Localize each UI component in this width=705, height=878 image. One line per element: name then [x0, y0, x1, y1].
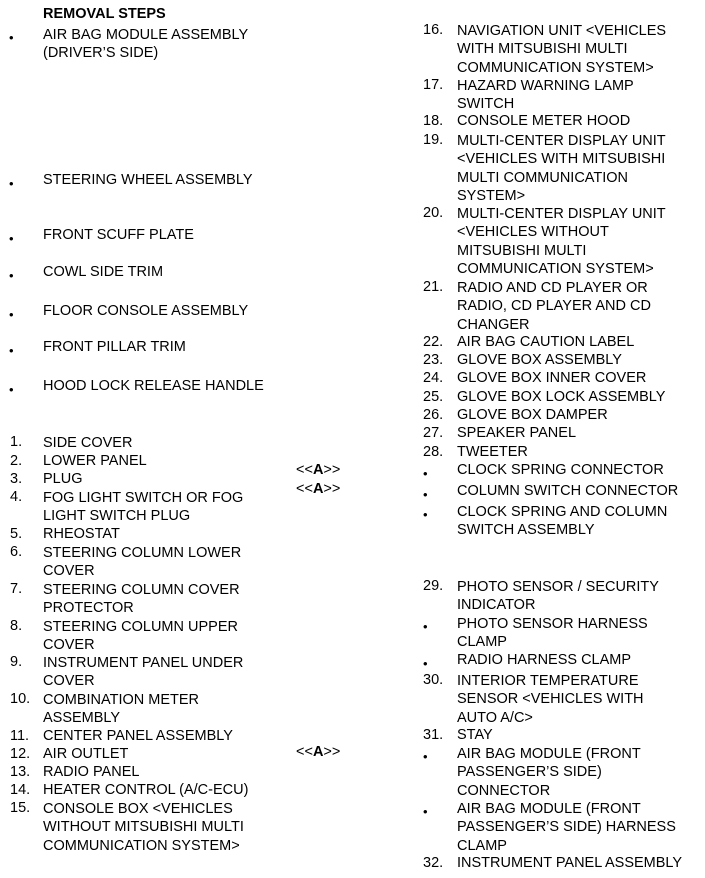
list-item: CONSOLE BOX <VEHICLES WITHOUT MITSUBISHI MULTI COMMUNICATION SYSTEM> [43, 801, 244, 854]
bullet-marker: • [423, 487, 428, 502]
list-item: PHOTO SENSOR HARNESS CLAMP [457, 616, 648, 651]
list-item: GLOVE BOX LOCK ASSEMBLY [457, 389, 666, 405]
item-number: 24. [423, 370, 444, 386]
list-item: CENTER PANEL ASSEMBLY [43, 728, 233, 744]
list-item: RADIO AND CD PLAYER OR RADIO, CD PLAYER AND CD CHANGER [457, 280, 651, 333]
item-number: 30. [423, 672, 444, 688]
item-number: 4. [10, 489, 23, 505]
list-item: STEERING COLUMN UPPER COVER [43, 619, 238, 654]
list-item: COLUMN SWITCH CONNECTOR [457, 483, 679, 499]
list-item: STEERING COLUMN COVER PROTECTOR [43, 582, 240, 617]
list-item: FRONT SCUFF PLATE [43, 227, 194, 243]
list-item: SIDE COVER [43, 435, 133, 451]
bullet-marker: • [423, 749, 428, 764]
item-number: 15. [10, 800, 31, 816]
list-item: AIR OUTLET [43, 746, 129, 762]
list-item: INSTRUMENT PANEL ASSEMBLY [457, 855, 683, 871]
list-item: MULTI-CENTER DISPLAY UNIT <VEHICLES WITHOUT MITSUBISHI MULTI COMMUNICATION SYSTEM> [457, 206, 666, 277]
bullet-marker: • [9, 307, 14, 322]
list-item: RADIO HARNESS CLAMP [457, 652, 632, 668]
list-item: GLOVE BOX DAMPER [457, 407, 608, 423]
list-item: COWL SIDE TRIM [43, 264, 164, 280]
item-number: 28. [423, 444, 444, 460]
item-number: 11. [10, 728, 30, 744]
list-item: FLOOR CONSOLE ASSEMBLY [43, 303, 249, 319]
item-number: 25. [423, 389, 444, 405]
bullet-marker: • [9, 343, 14, 358]
item-number: 23. [423, 352, 444, 368]
list-item: AIR BAG MODULE (FRONT PASSENGER’S SIDE) HARNESS CLAMP [457, 801, 676, 854]
list-item: STAY [457, 727, 493, 743]
list-item: LOWER PANEL [43, 453, 147, 469]
item-number: 2. [10, 453, 23, 469]
item-number: 3. [10, 471, 23, 487]
item-number: 10. [10, 691, 31, 707]
item-number: 5. [10, 526, 23, 542]
list-item: GLOVE BOX INNER COVER [457, 370, 647, 386]
item-number: 29. [423, 578, 444, 594]
bullet-marker: • [423, 804, 428, 819]
item-number: 26. [423, 407, 444, 423]
item-number: 19. [423, 132, 444, 148]
list-item: CONSOLE METER HOOD [457, 113, 631, 129]
reference-mark: <<A>> [296, 462, 341, 478]
list-item: INSTRUMENT PANEL UNDER COVER [43, 655, 244, 690]
item-number: 8. [10, 618, 23, 634]
bullet-marker: • [9, 268, 14, 283]
list-item: INTERIOR TEMPERATURE SENSOR <VEHICLES WITH AUTO A/C> [457, 673, 644, 726]
list-item: STEERING WHEEL ASSEMBLY [43, 172, 253, 188]
list-item: PHOTO SENSOR / SECURITY INDICATOR [457, 579, 659, 614]
bullet-marker: • [9, 231, 14, 246]
item-number: 14. [10, 782, 31, 798]
item-number: 31. [423, 727, 444, 743]
item-number: 18. [423, 113, 444, 129]
list-item: AIR BAG MODULE (FRONT PASSENGER’S SIDE) CONNECTOR [457, 746, 641, 799]
bullet-marker: • [9, 176, 14, 191]
list-item: RHEOSTAT [43, 526, 120, 542]
item-number: 20. [423, 205, 444, 221]
list-item: HEATER CONTROL (A/C-ECU) [43, 782, 249, 798]
list-item: GLOVE BOX ASSEMBLY [457, 352, 622, 368]
item-number: 21. [423, 279, 444, 295]
item-number: 13. [10, 764, 31, 780]
reference-mark: <<A>> [296, 744, 341, 760]
list-item: TWEETER [457, 444, 528, 460]
list-item: RADIO PANEL [43, 764, 140, 780]
item-number: 17. [423, 77, 444, 93]
list-item: COMBINATION METER ASSEMBLY [43, 692, 200, 727]
item-number: 6. [10, 544, 23, 560]
list-item: AIR BAG MODULE ASSEMBLY (DRIVER’S SIDE) [43, 27, 249, 62]
list-item: PLUG [43, 471, 83, 487]
bullet-marker: • [423, 507, 428, 522]
list-item: MULTI-CENTER DISPLAY UNIT <VEHICLES WITH MITSUBISHI MULTI COMMUNICATION SYSTEM> [457, 133, 666, 204]
reference-mark: <<A>> [296, 481, 341, 497]
list-item: HAZARD WARNING LAMP SWITCH [457, 78, 634, 113]
list-item: AIR BAG CAUTION LABEL [457, 334, 635, 350]
list-item: FRONT PILLAR TRIM [43, 339, 186, 355]
section-heading: REMOVAL STEPS [43, 6, 166, 22]
item-number: 12. [10, 746, 31, 762]
list-item: STEERING COLUMN LOWER COVER [43, 545, 242, 580]
item-number: 16. [423, 22, 444, 38]
list-item: CLOCK SPRING CONNECTOR [457, 462, 664, 478]
item-number: 27. [423, 425, 444, 441]
item-number: 32. [423, 855, 444, 871]
item-number: 1. [10, 434, 23, 450]
item-number: 9. [10, 654, 23, 670]
list-item: FOG LIGHT SWITCH OR FOG LIGHT SWITCH PLUG [43, 490, 244, 525]
item-number: 22. [423, 334, 444, 350]
item-number: 7. [10, 581, 23, 597]
bullet-marker: • [423, 656, 428, 671]
list-item: CLOCK SPRING AND COLUMN SWITCH ASSEMBLY [457, 504, 668, 539]
list-item: SPEAKER PANEL [457, 425, 577, 441]
bullet-marker: • [423, 466, 428, 481]
bullet-marker: • [423, 619, 428, 634]
list-item: HOOD LOCK RELEASE HANDLE [43, 378, 264, 394]
list-item: NAVIGATION UNIT <VEHICLES WITH MITSUBISHI MULTI COMMUNICATION SYSTEM> [457, 23, 667, 76]
bullet-marker: • [9, 30, 14, 45]
bullet-marker: • [9, 382, 14, 397]
